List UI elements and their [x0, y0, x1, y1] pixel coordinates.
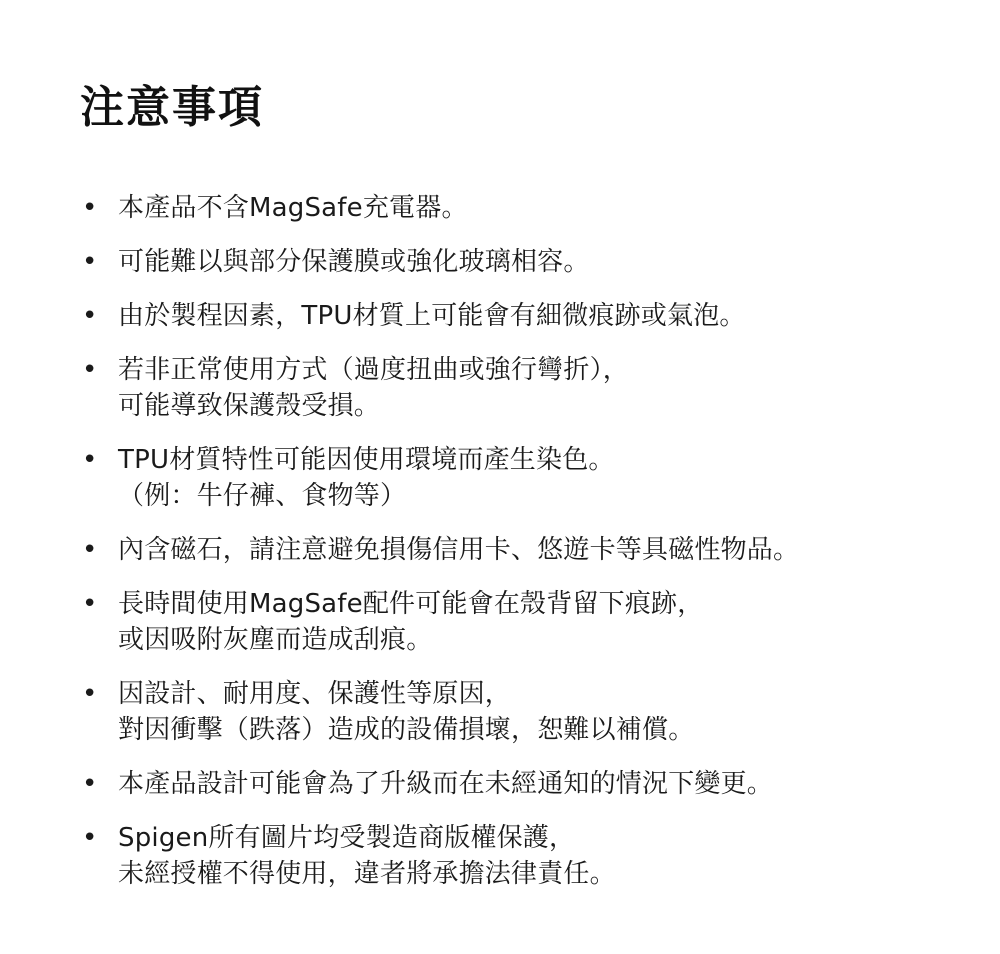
- notice-text: [118, 766, 980, 802]
- bullet-icon: •: [82, 823, 98, 853]
- notice-text: [118, 244, 980, 280]
- notice-line: Spigen所有圖片均受製造商版權保護，: [118, 823, 576, 853]
- notice-line: （例：牛仔褲、食物等）: [118, 481, 407, 511]
- bullet-icon: •: [82, 193, 98, 223]
- bullet-icon: •: [82, 301, 98, 331]
- notice-line: 或因吸附灰塵而造成刮痕。: [118, 625, 433, 655]
- notice-line: 可能導致保護殼受損。: [118, 391, 381, 421]
- notice-line: 由於製程因素，TPU材質上可能會有細微痕跡或氣泡。: [118, 301, 746, 331]
- notice-item: [80, 766, 980, 802]
- notice-item: [80, 820, 980, 892]
- notice-list: [80, 190, 980, 910]
- page-title: 注意事項: [80, 82, 264, 133]
- bullet-icon: •: [82, 247, 98, 277]
- notice-text: [118, 586, 980, 658]
- notice-item: [80, 244, 980, 280]
- bullet-icon: •: [82, 679, 98, 709]
- notice-line: 內含磁石，請注意避免損傷信用卡、悠遊卡等具磁性物品。: [118, 535, 800, 565]
- notice-line: 長時間使用MagSafe配件可能會在殼背留下痕跡，: [118, 589, 704, 619]
- notice-line: 對因衝擊（跌落）造成的設備損壞，恕難以補償。: [118, 715, 695, 745]
- bullet-icon: •: [82, 769, 98, 799]
- notice-text: [118, 352, 980, 424]
- notice-line: 可能難以與部分保護膜或強化玻璃相容。: [118, 247, 590, 277]
- notice-line: 未經授權不得使用，違者將承擔法律責任。: [118, 859, 616, 889]
- notice-item: [80, 442, 980, 514]
- notice-item: [80, 352, 980, 424]
- notice-line: 本產品不含MagSafe充電器。: [118, 193, 468, 223]
- notice-line: 若非正常使用方式（過度扭曲或強行彎折），: [118, 355, 630, 385]
- notice-text: [118, 676, 980, 748]
- notice-item: [80, 532, 980, 568]
- notice-line: TPU材質特性可能因使用環境而產生染色。: [118, 445, 615, 475]
- notice-text: [118, 298, 980, 334]
- bullet-icon: •: [82, 445, 98, 475]
- bullet-icon: •: [82, 589, 98, 619]
- notice-line: 本產品設計可能會為了升級而在未經通知的情況下變更。: [118, 769, 774, 799]
- notice-item: [80, 298, 980, 334]
- notice-item: [80, 190, 980, 226]
- notice-text: [118, 820, 980, 892]
- bullet-icon: •: [82, 535, 98, 565]
- notice-line: 因設計、耐用度、保護性等原因，: [118, 679, 512, 709]
- notice-item: [80, 586, 980, 658]
- notice-item: [80, 676, 980, 748]
- notice-text: [118, 190, 980, 226]
- bullet-icon: •: [82, 355, 98, 385]
- notice-text: [118, 442, 980, 514]
- notice-text: [118, 532, 980, 568]
